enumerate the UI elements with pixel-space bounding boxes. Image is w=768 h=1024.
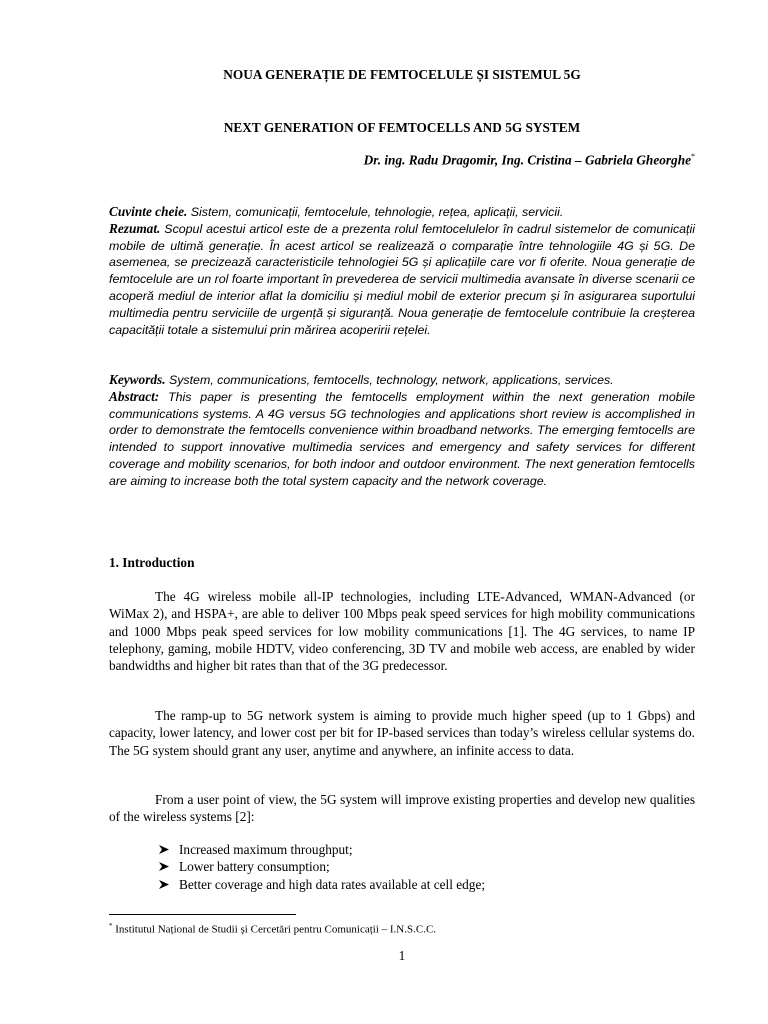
list-item (159, 841, 485, 858)
romanian-abstract-block (109, 204, 695, 338)
footnote (109, 922, 436, 936)
english-abstract-text: This paper is presenting the femtocells employment within the next generation mobile communications systems. A 4G versus 5G technologies and applications short review is accomplished in order to demonstrate the femtocells convenience within broadband networks. The emerging femtocells are intended to support innovative multimedia services and emergency and safety services for different coverage and mobility scenarios, for both indoor and outdoor environment. The next generation femtocells are aiming to increase both the total system capacity and the network coverage. (109, 389, 695, 488)
romanian-summary-text: Scopul acestui articol este de a prezenta rolul femtocelulelor în cadrul sistemelor de comunicații mobile de ultimă generație. În acest articol se realizează o comparație între tehnologiile 4G și 5G. De asemenea, se precizează caracteristicile tehnologiei 5G și aplicațiile care vor fi oferite. Noua generație de femtocelule are un rol foarte important în prevederea de servicii multimedia avansate în diverse scenarii ce acoperă mediul de interior aflat la domiciliu și mediul mobil de exterior precum și în asigurarea suportului multimedia pentru serviciile de urgență și siguranță. Noua generație de femtocelule contribuie la creșterea capacității totale a sistemului prin mărirea acoperirii rețelei. (109, 221, 695, 337)
english-abstract-label: Abstract: (109, 388, 160, 404)
title-romanian: NOUA GENERAȚIE DE FEMTOCELULE ȘI SISTEMUL 5G (223, 67, 581, 82)
arrowhead-bullet-icon (159, 845, 169, 854)
footnote-divider (109, 914, 296, 915)
arrowhead-bullet-icon (159, 880, 169, 889)
english-keywords-text: System, communications, femtocells, technology, network, applications, services. (165, 373, 614, 387)
romanian-keywords (109, 204, 695, 221)
list-item (159, 858, 485, 875)
feature-list (159, 841, 485, 893)
list-item (159, 876, 485, 893)
authors-line (364, 152, 695, 168)
english-keywords-label: Keywords. (109, 372, 166, 387)
english-abstract (109, 389, 695, 490)
list-item-text: Better coverage and high data rates available at cell edge; (179, 876, 486, 892)
romanian-summary-label: Rezumat. (109, 220, 161, 236)
authors-names: Dr. ing. Radu Dragomir, Ing. Cristina – Gabriela Gheorghe (363, 152, 691, 168)
english-keywords (109, 372, 695, 389)
arrowhead-bullet-icon (159, 862, 169, 871)
footnote-marker: * (109, 922, 113, 930)
romanian-summary (109, 221, 695, 339)
romanian-keywords-label: Cuvinte cheie. (109, 204, 188, 219)
section-heading-introduction: 1. Introduction (109, 555, 195, 570)
body-paragraph: From a user point of view, the 5G system will improve existing properties and develop new qualities of the wireless systems [2]: (109, 792, 695, 825)
body-paragraph: The ramp-up to 5G network system is aiming to provide much higher speed (up to 1 Gbps) and capacity, lower latency, and lower cost per bit for IP-based services than today’s wireless cellular systems do. The 5G system should grant any user, anytime and anywhere, an infinite access to data. (109, 708, 695, 758)
english-abstract-block (109, 372, 695, 490)
list-item-text: Increased maximum throughput; (179, 842, 353, 857)
authors-footnote-marker: * (691, 152, 695, 161)
footnote-text: Institutul Național de Studii și Cercetări pentru Comunicații – I.N.S.C.C. (112, 923, 437, 936)
body-paragraph: The 4G wireless mobile all-IP technologies, including LTE-Advanced, WMAN-Advanced (or WiMax 2), and HSPA+, are able to deliver 100 Mbps peak speed services for high mobility communications and 1000 Mbps peak speed services for low mobility communications [1]. The 4G services, to name IP telephony, gaming, mobile HDTV, video conferencing, 3D TV and mobile web access, are enabled by wider bandwidths and higher bit rates than that of the 3G predecessor. (109, 589, 695, 674)
page-number: 1 (398, 948, 406, 963)
list-item-text: Lower battery consumption; (179, 859, 330, 875)
romanian-keywords-text: Sistem, comunicații, femtocelule, tehnologie, rețea, aplicații, servicii. (187, 205, 564, 219)
title-english: NEXT GENERATION OF FEMTOCELLS AND 5G SYSTEM (223, 120, 581, 135)
